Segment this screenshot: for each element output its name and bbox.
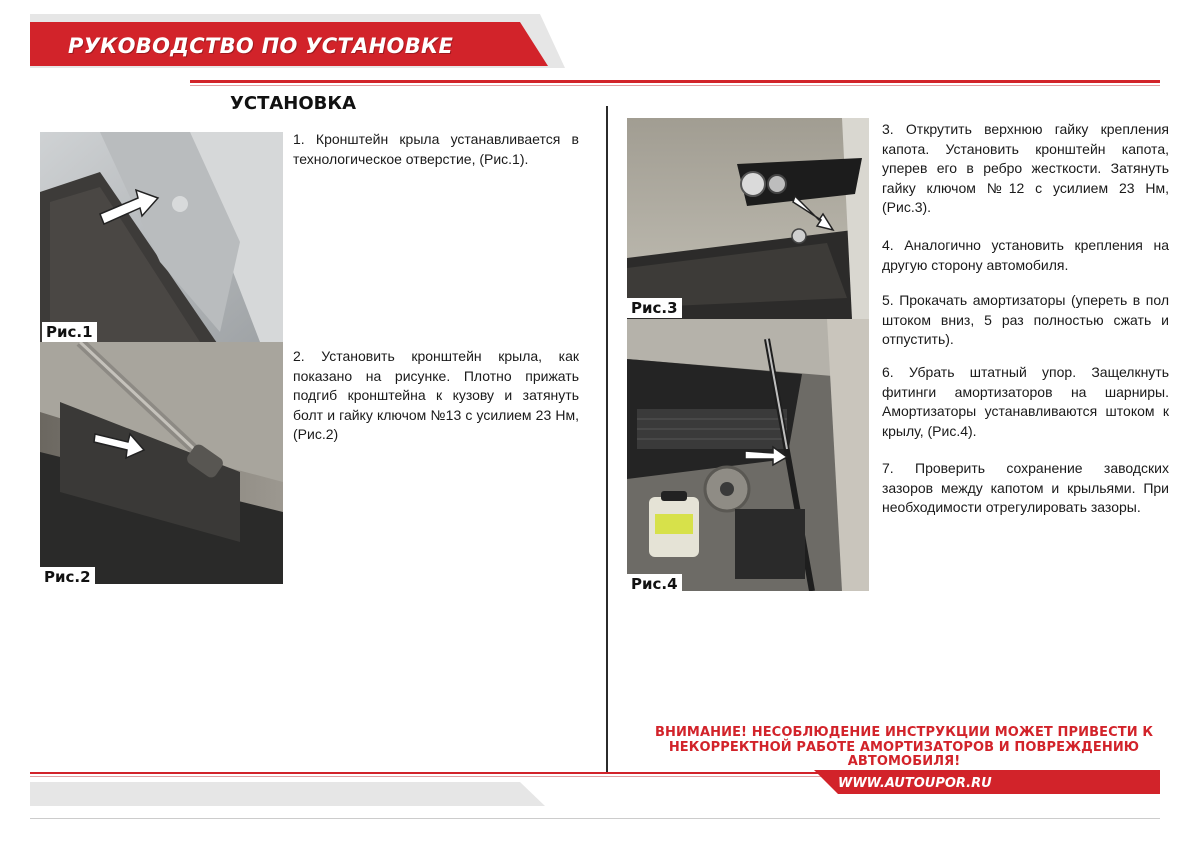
footer-banner: [0, 760, 1200, 830]
step-1-text: 1. Кронштейн крыла устанавливается в технологическое отверстие, (Рис.1).: [293, 131, 579, 167]
photo-fender-bracket-hole-icon: [40, 132, 283, 342]
step-2-text: 2. Установить кронштейн крыла, как показано на рисунке. Плотно прижать подгиб кронштейна к кузову и затянуть болт и гайку ключом №13 с усилием 23 Нм, (Рис.2): [293, 348, 579, 442]
section-title: УСТАНОВКА: [230, 93, 357, 114]
photo-fig2: [40, 342, 283, 584]
figure-label-3: Рис.3: [627, 298, 682, 318]
column-divider: [606, 106, 608, 772]
figure-label-2: Рис.2: [40, 567, 95, 587]
step-5-text: 5. Прокачать амортизаторы (уперeть в пол штоком вниз, 5 раз полностью сжать и отпустить).: [882, 292, 1169, 347]
step-7-text: 7. Проверить сохранение заводских зазоров между капотом и крыльями. При необходимости отрегулировать зазоры.: [882, 460, 1169, 515]
photo-shock-absorbers-installed-icon: [627, 319, 869, 591]
figure-label-1: Рис.1: [42, 322, 97, 342]
photo-fender-bracket-installed-icon: [40, 342, 283, 584]
step-4-text: 4. Аналогично установить крепления на другую сторону автомобиля.: [882, 237, 1169, 273]
step-3-text: 3. Открутить верхнюю гайку крепления капота. Установить кронштейн капота, уперев его в ребро жесткости. Затянуть гайку ключом №12 с усилием 23 Нм, (Рис.3).: [882, 121, 1169, 215]
figure-label-4: Рис.4: [627, 574, 682, 594]
photo-hood-bracket-icon: [627, 118, 869, 319]
photo-fig1: [40, 132, 283, 342]
photo-fig3: [627, 118, 869, 319]
website-link[interactable]: WWW.AUTOUPOR.RU: [838, 776, 992, 791]
photo-fig4: [627, 319, 869, 591]
manual-title: РУКОВОДСТВО ПО УСТАНОВКЕ: [68, 34, 454, 58]
step-6-text: 6. Убрать штатный упор. Защелкнуть фитинги амортизаторов на шарниры. Амортизаторы устанавливаются штоком к крылу, (Рис.4).: [882, 364, 1169, 439]
warning-text: ВНИМАНИЕ! НЕСОБЛЮДЕНИЕ ИНСТРУКЦИИ МОЖЕТ ПРИВЕСТИ К НЕКОРРЕКТНОЙ РАБОТЕ АМОРТИЗАТОРОВ И ПОВРЕЖДЕНИЮ АВТОМОБИЛЯ!: [654, 725, 1154, 769]
